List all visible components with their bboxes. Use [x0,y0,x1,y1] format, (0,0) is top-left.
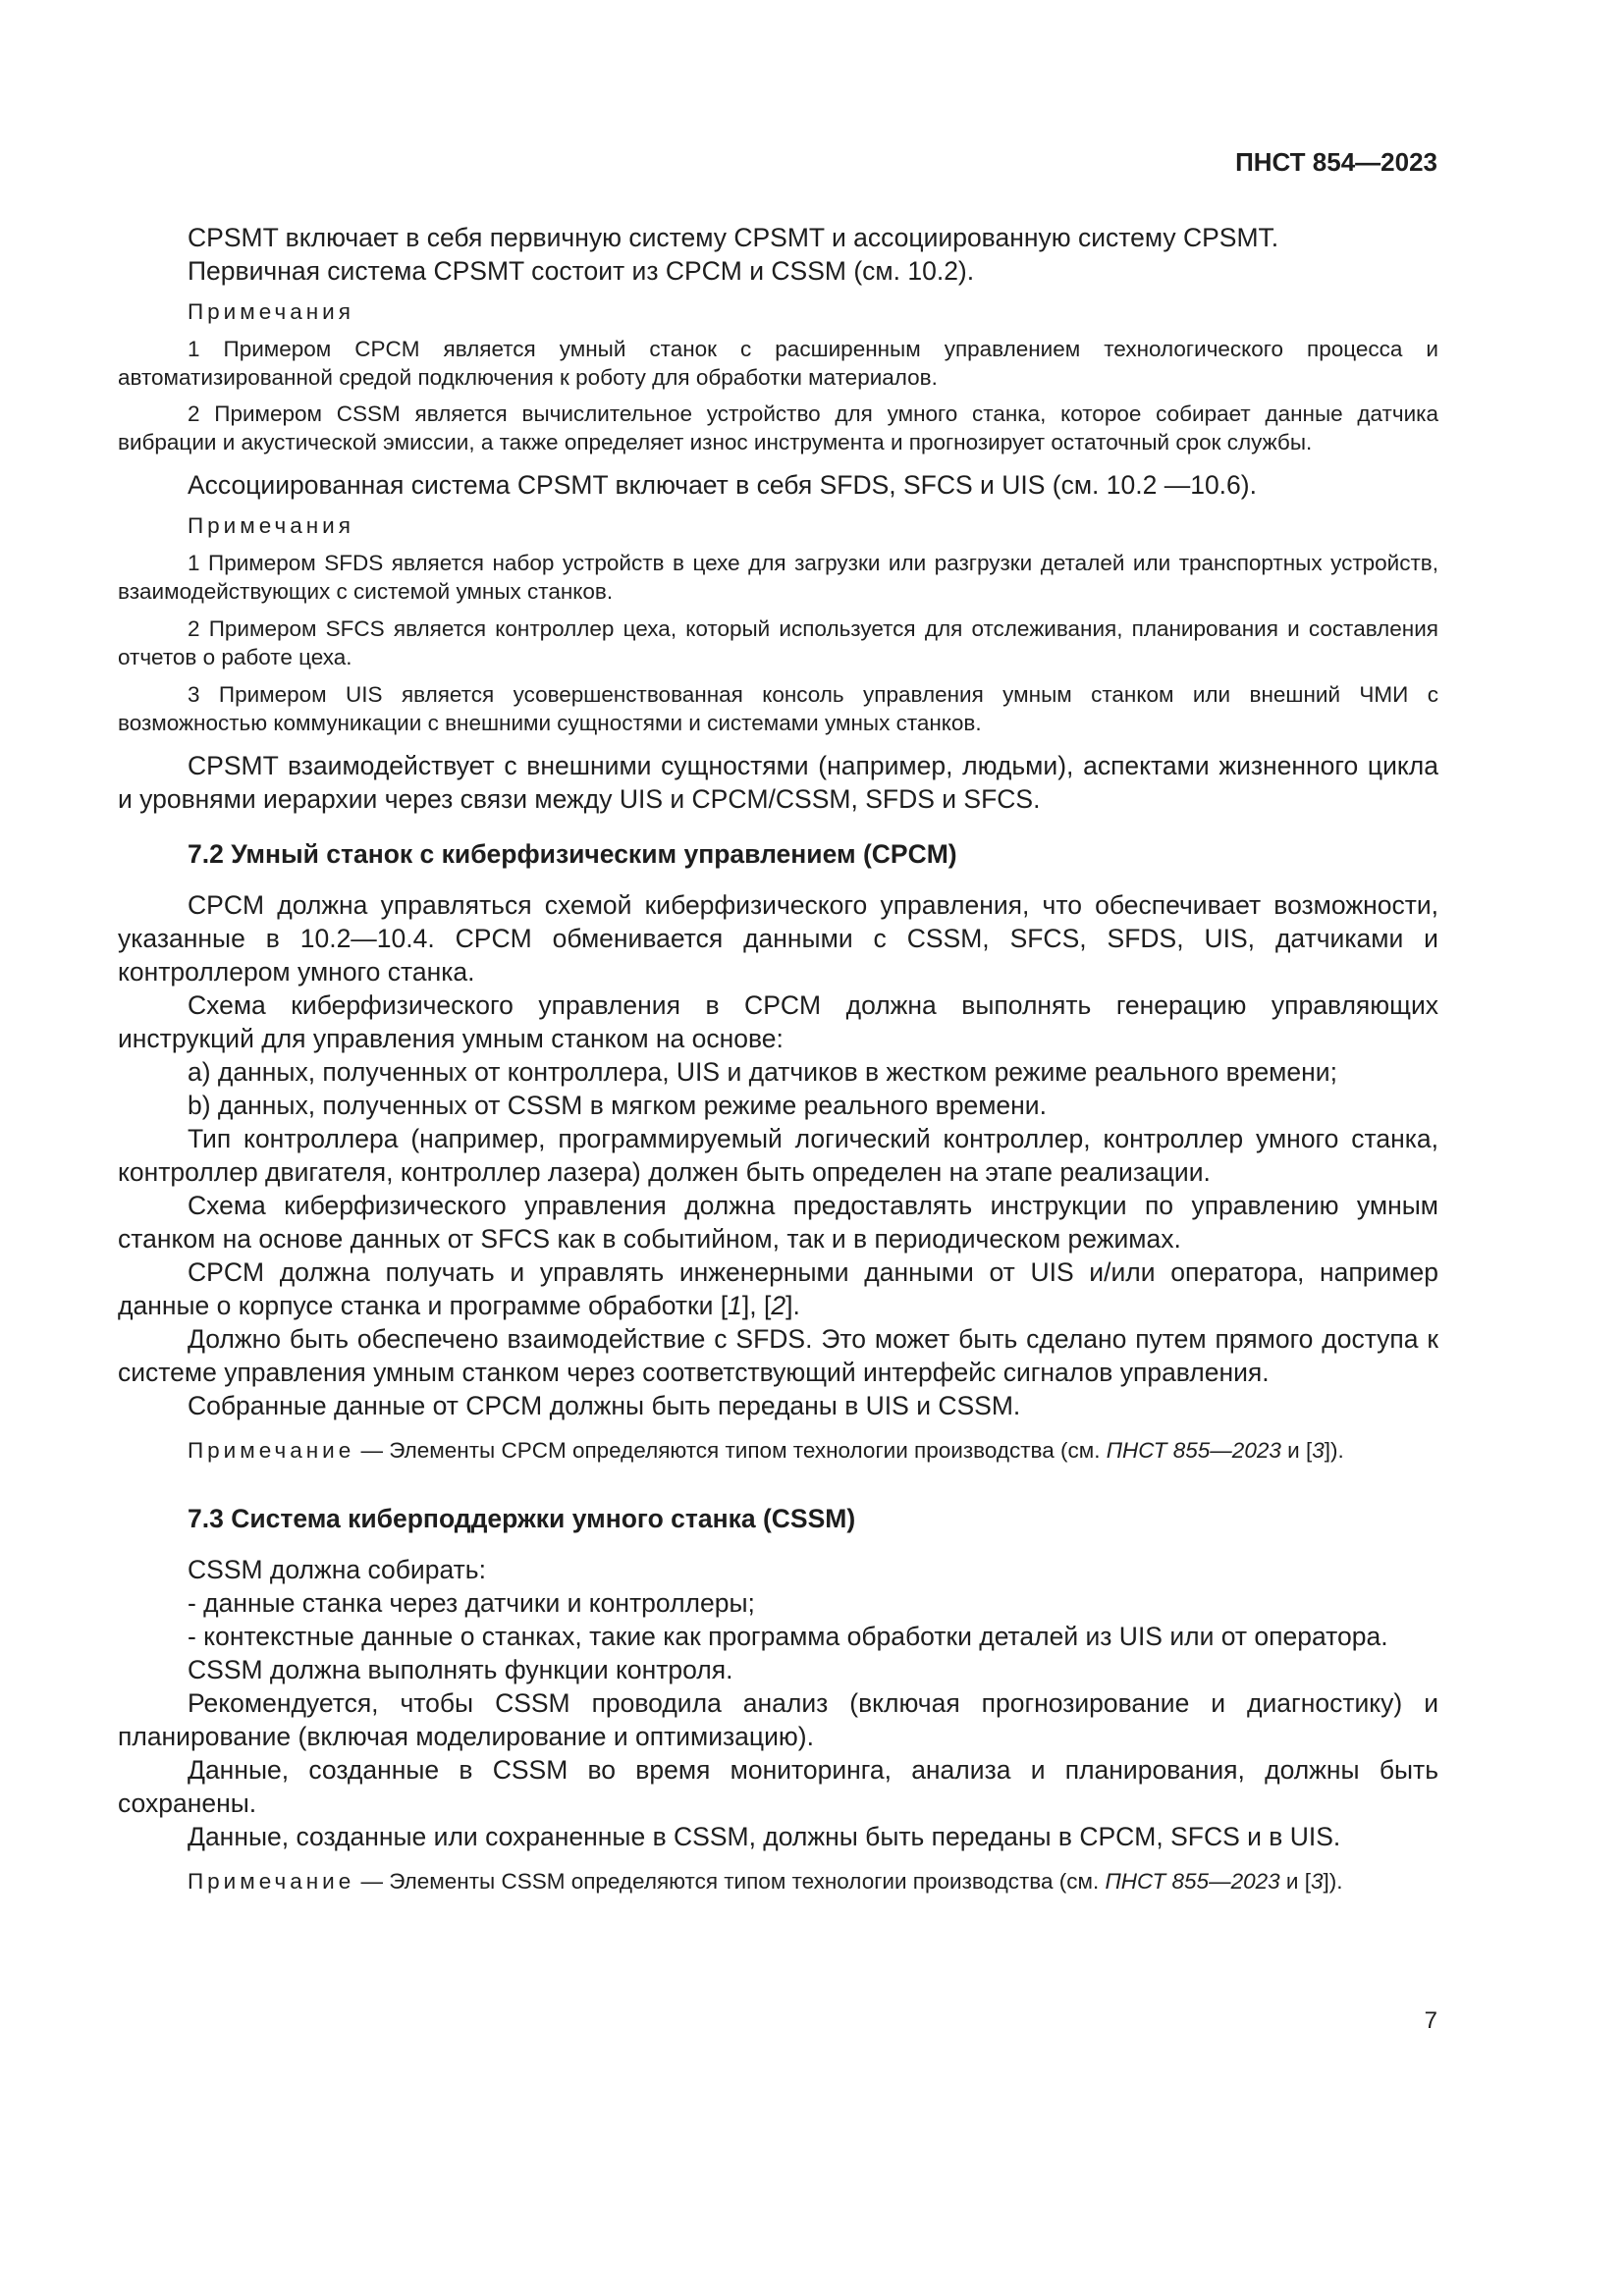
paragraph: CPCM должна управляться схемой киберфизического управления, что обеспечивает возможности, указанные в 10.2—10.4. CPCM обменивается данными с CSSM, SFCS, SFDS, UIS, датчиками и контроллером умного станка. [118,890,1438,987]
paragraph: Ассоциированная система CPSMT включает в себя SFDS, SFCS и UIS (см. 10.2 —10.6). [188,470,1257,500]
notes-heading: Примечания [188,299,354,324]
paragraph: Схема киберфизического управления должна предоставлять инструкции по управлению умным станком на основе данных от SFCS как в событийном, так и в периодическом режимах. [118,1191,1438,1254]
section-heading: 7.3 Система киберподдержки умного станка (CSSM) [188,1504,856,1533]
list-item: - контекстные данные о станках, такие как программа обработки деталей из UIS или от оператора. [188,1622,1388,1651]
paragraph: Должно быть обеспечено взаимодействие с SFDS. Это может быть сделано путем прямого доступа к системе управления умным станком через соответствующий интерфейс сигналов управления. [118,1324,1438,1387]
list-item: a) данных, полученных от контроллера, UIS и датчиков в жестком режиме реального времени; [188,1057,1337,1087]
standard-reference: ПНСТ 855—2023 [1106,1438,1281,1463]
paragraph: CPCM должна получать и управлять инженерными данными от UIS и/или оператора, например данные о корпусе станка и программе обработки [1], [2]. [118,1257,1438,1320]
paragraph: Первичная система CPSMT состоит из CPCM и CSSM (см. 10.2). [188,256,975,286]
reference-link: 2 [771,1291,786,1320]
page-content [118,221,1438,1896]
paragraph: CSSM должна собирать: [188,1555,486,1584]
reference-link: 3 [1310,1869,1324,1894]
paragraph: CPSMT включает в себя первичную систему CPSMT и ассоциированную систему CPSMT. [188,223,1279,252]
paragraph: Данные, созданные в CSSM во время мониторинга, анализа и планирования, должны быть сохранены. [118,1755,1438,1818]
list-item: - данные станка через датчики и контроллеры; [188,1588,755,1618]
standard-reference: ПНСТ 855—2023 [1105,1869,1280,1894]
paragraph: Тип контроллера (например, программируемый логический контроллер, контроллер умного станка, контроллер двигателя, контроллер лазера) должен быть определен на этапе реализации. [118,1124,1438,1187]
reference-link: 3 [1312,1438,1325,1463]
list-item: b) данных, полученных от CSSM в мягком режиме реального времени. [188,1091,1047,1120]
page-number: 7 [1424,2007,1437,2034]
notes-heading: Примечания [188,513,354,538]
document-id: ПНСТ 854—2023 [1235,147,1437,177]
paragraph: Данные, созданные или сохраненные в CSSM, должны быть переданы в CPCM, SFCS и в UIS. [188,1822,1341,1851]
note: 3 Примером UIS является усовершенствованная консоль управления умным станком или внешний ЧМИ с возможностью коммуникации с внешними сущностями и системами умных станков. [118,682,1438,735]
paragraph: Схема киберфизического управления в CPCM должна выполнять генерацию управляющих инструкций для управления умным станком на основе: [118,990,1438,1053]
section-heading: 7.2 Умный станок с киберфизическим управлением (CPCM) [188,839,957,869]
paragraph: Рекомендуется, чтобы CSSM проводила анализ (включая прогнозирование и диагностику) и планирование (включая моделирование и оптимизацию). [118,1688,1438,1751]
note-label: Примечание [188,1438,355,1463]
note: 2 Примером SFCS является контроллер цеха, который используется для отслеживания, планирования и составления отчетов о работе цеха. [118,616,1438,669]
note: Примечание — Элементы CSSM определяются типом технологии производства (см. ПНСТ 855—2023 и [3]). [188,1869,1343,1894]
note: 2 Примером CSSM является вычислительное устройство для умного станка, которое собирает данные датчика вибрации и акустической эмиссии, а также определяет износ инструмента и прогнозирует остаточный срок службы. [118,401,1438,454]
note: 1 Примером SFDS является набор устройств в цехе для загрузки или разгрузки деталей или транспортных устройств, взаимодействующих с системой умных станков. [118,551,1438,604]
reference-link: 1 [728,1291,742,1320]
paragraph: CSSM должна выполнять функции контроля. [188,1655,733,1684]
paragraph: CPSMT взаимодействует с внешними сущностями (например, людьми), аспектами жизненного цикла и уровнями иерархии через связи между UIS и CPCM/CSSM, SFDS и SFCS. [118,751,1438,814]
note: 1 Примером CPCM является умный станок с расширенным управлением технологического процесса и автоматизированной средой подключения к роботу для обработки материалов. [118,337,1438,390]
note-label: Примечание [188,1869,355,1894]
note: Примечание — Элементы CPCM определяются типом технологии производства (см. ПНСТ 855—2023 и [3]). [188,1438,1344,1463]
paragraph: Собранные данные от CPCM должны быть переданы в UIS и CSSM. [188,1391,1021,1420]
